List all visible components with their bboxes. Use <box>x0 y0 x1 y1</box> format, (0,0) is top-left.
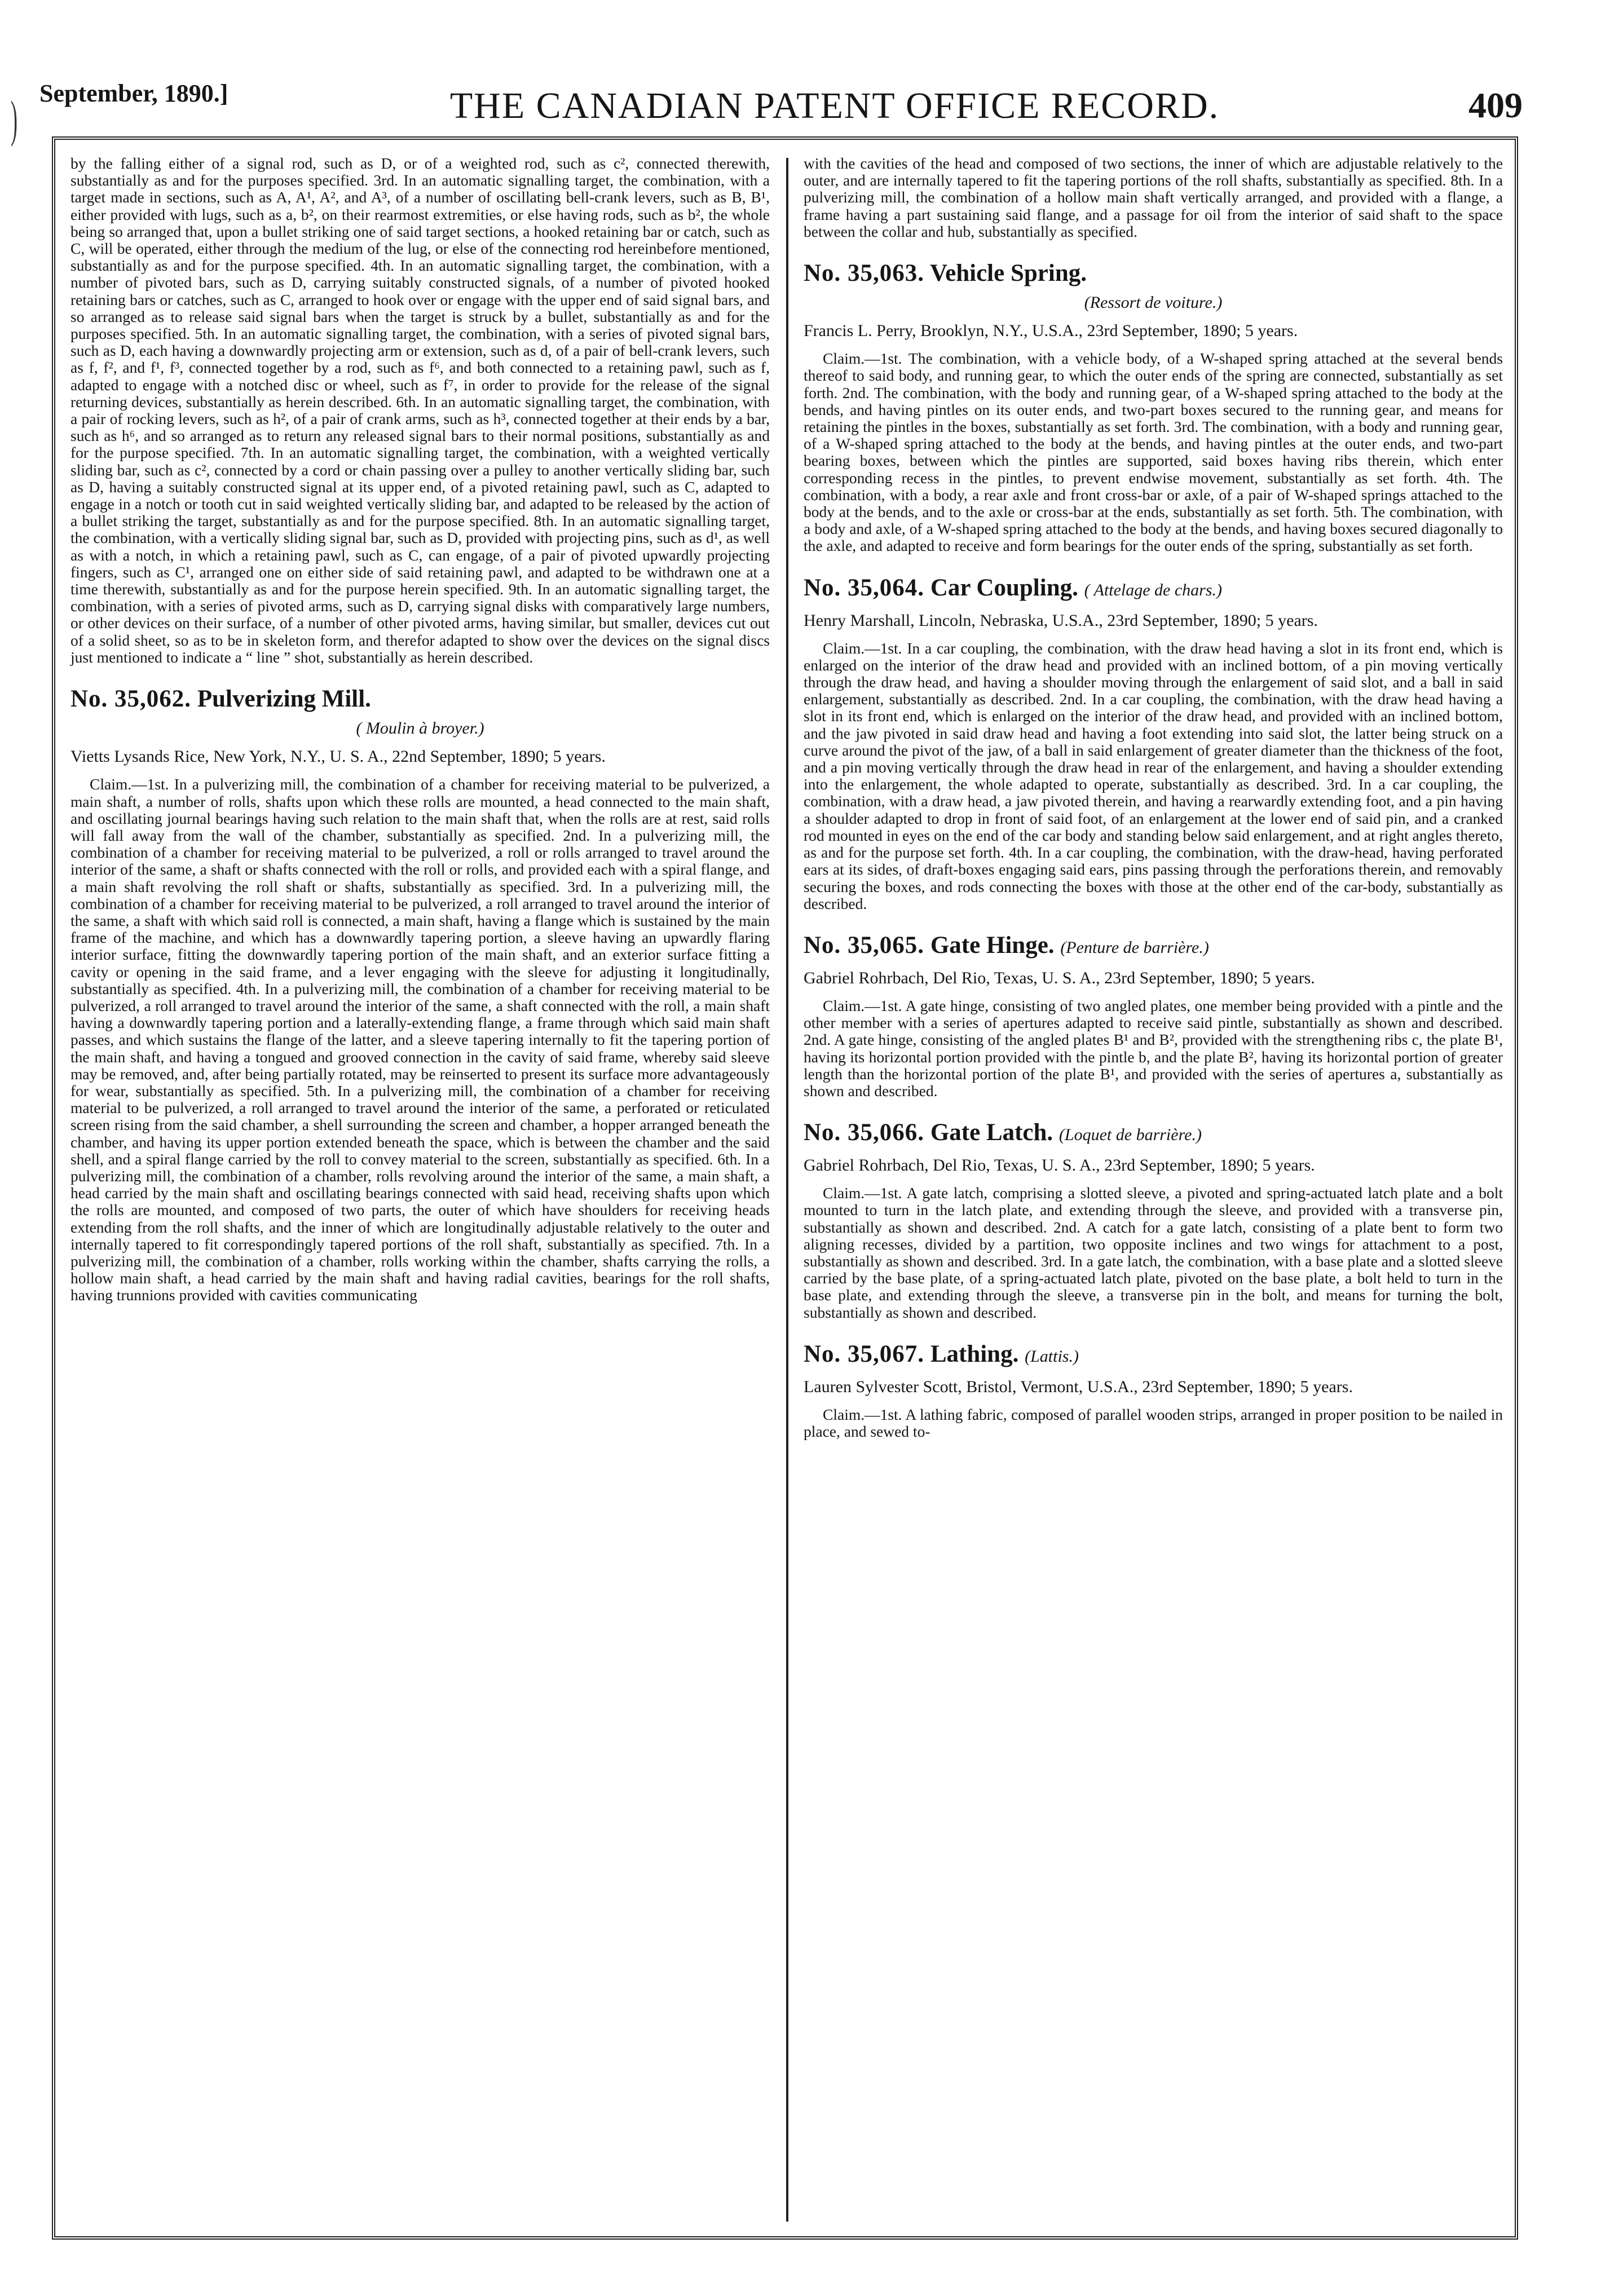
patent-number: No. 35,063. <box>804 260 925 287</box>
column-divider <box>786 158 788 2222</box>
patent-title: Vehicle Spring. <box>930 260 1087 287</box>
inventor-line: Francis L. Perry, Brooklyn, N.Y., U.S.A., 23rd September, 1890; 5 years. <box>804 321 1298 341</box>
page-number: 409 <box>1468 85 1523 125</box>
patent-heading-35064 <box>804 574 1503 604</box>
patent-number: No. 35,064. <box>804 574 925 601</box>
patent-title: Gate Latch. <box>930 1119 1053 1146</box>
continued-claims: by the falling either of a signal rod, such as D, or of a weighted rod, such as c², connected therewith, substantially as and for the purposes specified. 3rd. In an automatic signalling target, the combination, with a target made in sections, such as A, A¹, A², and A³, of a number of oscillating bell-crank levers, such as B, B¹, either provided with lugs, such as a, b², on their rearmost extremities, or else having rods, such as b², the whole being so arranged that, upon a bullet striking one of said target sections, a hooked retaining bar or catch, such as C, will be operated, either through the medium of the lug, or else of the connecting rod hereinbefore mentioned, substantially as and for the purpose specified. 4th. In an automatic signalling target, the combination, with a number of pivoted bars, such as D, carrying suitably constructed signals, of a number of pivoted hooked retaining bars or catches, such as C, arranged to hook over or engage with the upper end of said signal bars, and so arranged as to release said signal bars when the target is struck by a bullet, substantially as and for the purposes specified. 5th. In an automatic signalling target, the combination, with a series of pivoted signal bars, such as D, each having a downwardly projecting arm or extension, such as d, of a pair of bell-crank levers, such as f, f², and f¹, f³, connected together by a rod, such as f⁶, and both connected to a retaining pawl, such as f, adapted to engage with a notched disc or wheel, such as f⁷, in order to provide for the release of the signal returning devices, substantially as herein described. 6th. In an automatic signalling target, the combination, with a pair of rocking levers, such as h², of a pair of crank arms, such as h³, connected together at their ends by a bar, such as h⁶, and so arranged as to return any released signal bars to their normal positions, substantially as and for the purpose specified. 7th. In an automatic signalling target, the combination, with a weighted vertically sliding bar, such as c², connected by a cord or chain passing over a pulley to another vertically sliding bar, such as D, having a suitably constructed signal at its upper end, of a pivoted retaining pawl, such as C, adapted to engage in a notch or tooth cut in said weighted vertically sliding bar, and adapted to be released by the action of a bullet striking the target, substantially as and for the purpose specified. 8th. In an automatic signalling target, the combination, with a vertically sliding signal bar, such as D, provided with projecting pins, such as d¹, as well as with a notch, in which a retaining pawl, such as C, can engage, of a pair of pivoted upwardly projecting fingers, such as C¹, arranged one on either side of said retaining pawl, and adapted to be withdrawn one at a time therewith, substantially as and for the purpose herein specified. 9th. In an automatic signalling target, the combination, with a series of pivoted arms, such as D, carrying signal disks with comparatively large numbers, or other devices on their surface, of a number of other pivoted arms, having similar, but smaller, devices cut out of a solid sheet, so as to be in skeleton form, and therefor adapted to show over the devices on the signal discs just mentioned to indicate a “ line ” shot, substantially as herein described. <box>70 154 770 666</box>
patent-title: Lathing. <box>930 1340 1019 1367</box>
french-title: ( Moulin à broyer.) <box>356 719 484 738</box>
inventor-line: Gabriel Rohrbach, Del Rio, Texas, U. S. A., 23rd September, 1890; 5 years. <box>804 968 1315 987</box>
continued-claims: with the cavities of the head and composed of two sections, the inner of which are adjustable relatively to the outer, and are internally tapered to fit the tapering portions of the roll shafts, substantially as specified. 8th. In a pulverizing mill, the combination of a hollow main shaft vertically arranged, and provided with a flange, a frame having a part sustaining said flange, and a passage for oil from the interior of said shaft to the space between the collar and hub, substantially as specified. <box>804 154 1503 240</box>
margin-mark: ) <box>10 91 17 147</box>
patent-heading-35063 <box>804 259 1503 288</box>
french-title: (Ressort de voiture.) <box>1084 293 1223 312</box>
claim-text: Claim.—1st. In a pulverizing mill, the combination of a chamber for receiving material to be pulverized, a main shaft, a number of rolls, shafts upon which these rolls are mounted, a head connected to the main shaft, and oscillating journal bearings having such relation to the main shaft that, when the rolls are at rest, said rolls will fall away from the wall of the chamber, substantially as specified. 2nd. In a pulverizing mill, the combination of a chamber for receiving material to be pulverized, a roll or rolls arranged to travel around the interior of the same, a shaft or shafts connected with the roll or rolls, and provided each with a spiral flange, and a main shaft revolving the roll shaft or shafts, substantially as specified. 3rd. In a pulverizing mill, the combination of a chamber for receiving material to be pulverized, a roll arranged to travel around the interior of the same, a shaft with which said roll is connected, a main shaft, having a flange which is sustained by the main frame of the machine, and which has a downwardly tapering portion, a sleeve having an upwardly flaring interior surface, fitting the downwardly tapering portion of the main shaft, and an exterior surface fitting a cavity or opening in the said frame, and a lever engaging with the sleeve for adjusting it longitudinally, substantially as specified. 4th. In a pulverizing mill, the combination of a chamber for receiving material to be pulverized, a roll arranged to travel around the interior of the same, a shaft connected with the roll, a main shaft having a downwardly tapering portion and a laterally-extending flange, a frame through which said main shaft passes, and which sustains the flange of the latter, and a sleeve tapering internally to fit the tapering portion of the main shaft, and having a tongued and grooved connection in the cavity of said frame, whereby said sleeve may be removed, and, after being partially rotated, may be reinserted to present its surface more advantageously for wear, substantially as specified. 5th. In a pulverizing mill, the combination of a chamber for receiving material to be pulverized, a roll arranged to travel around the interior of the same, a perforated or reticulated screen rising from the said chamber, a shell surrounding the screen and chamber, a hopper arranged beneath the chamber, and having its upper portion extended beneath the space, which is between the chamber and the said shell, and a spiral flange carried by the roll to convey material to the screen, substantially as specified. 6th. In a pulverizing mill, the combination of a chamber, rolls revolving around the interior of the same, a main shaft, a head carried by the main shaft and oscillating bearings connected with said head, receiving shafts upon which the rolls are mounted, and composed of two parts, the outer of which have shoulders for receiving heads extending from the roll shafts, and the inner of which are longitudinally adjustable relatively to the outer and internally tapered to fit correspondingly tapered portions of the roll shaft, substantially as specified. 7th. In a pulverizing mill, the combination of a chamber, rolls working within the chamber, shafts carrying the rolls, a hollow main shaft, a head carried by the main shaft and having radial cavities, bearings for the roll shafts, having trunnions provided with cavities communicating <box>70 775 770 1304</box>
french-title: ( Attelage de chars.) <box>1084 580 1223 599</box>
inventor-line: Vietts Lysands Rice, New York, N.Y., U. S. A., 22nd September, 1890; 5 years. <box>70 747 606 766</box>
claim-text: Claim.—1st. The combination, with a vehicle body, of a W-shaped spring attached at the several bends thereof to said body, and running gear, to which the outer ends of the spring are connected, substantially as set forth. 2nd. The combination, with the body and running gear, of a W-shaped spring attached to the body at the bends, and having pintles on its outer ends, and two-part boxes secured to the running gear, and means for retaining the pintles in the boxes, substantially as set forth. 3rd. The combination, with a body and running gear, of a W-shaped spring attached to the body at the bends, and having pintles at the outer ends, and two-part bearing boxes, between which the pintles are supported, said boxes having ribs therein, which enter corresponding recess in the pintles, to prevent endwise movement, substantially as set forth. 4th. The combination, with a body, a rear axle and front cross-bar or axle, of a pair of W-shaped springs attached to the body at the bends, and to the axle or cross-bar at the ends, substantially as set forth. 5th. The combination, with a body and axle, of a W-shaped spring attached to the body at the bends, and having boxes secured diagonally to the axle, and adapted to receive and form bearings for the outer ends of the spring, substantially as set forth. <box>804 350 1503 555</box>
inventor-line: Henry Marshall, Lincoln, Nebraska, U.S.A., 23rd September, 1890; 5 years. <box>804 611 1318 630</box>
claim-text: Claim.—1st. A gate latch, comprising a slotted sleeve, a pivoted and spring-actuated latch plate and a bolt mounted to turn in the latch plate, and extending through the sleeve, and provided with a transverse pin, substantially as shown and described. 2nd. A catch for a gate latch, consisting of a plate bent to form two aligning recesses, divided by a partition, two opposite inclines and two wings for attachment to a post, substantially as shown and described. 3rd. In a gate latch, the combination, with a base plate and a slotted sleeve carried by the base plate, of a spring-actuated latch plate, pivoted on the base plate, a bolt held to turn in the base plate, and extending through the sleeve, a transverse pin in the bolt, and means for turning the bolt, substantially as shown and described. <box>804 1184 1503 1321</box>
patent-number: No. 35,066. <box>804 1119 925 1146</box>
patent-number: No. 35,062. <box>70 686 192 713</box>
french-title: (Loquet de barrière.) <box>1059 1125 1202 1145</box>
patent-number: No. 35,065. <box>804 931 925 959</box>
patent-heading-35062 <box>70 685 770 713</box>
french-title: (Penture de barrière.) <box>1060 938 1209 957</box>
left-column <box>70 155 770 1311</box>
patent-heading-35066 <box>804 1119 1503 1149</box>
issue-date: September, 1890.] <box>39 80 228 107</box>
patent-heading-35065 <box>804 931 1503 962</box>
journal-title: THE CANADIAN PATENT OFFICE RECORD. <box>449 85 1220 126</box>
right-column <box>804 155 1503 1447</box>
patent-title: Pulverizing Mill. <box>197 686 371 713</box>
inventor-line: Gabriel Rohrbach, Del Rio, Texas, U. S. A., 23rd September, 1890; 5 years. <box>804 1156 1315 1175</box>
page-header <box>39 68 1523 130</box>
patent-title: Car Coupling. <box>930 574 1078 601</box>
inventor-line: Lauren Sylvester Scott, Bristol, Vermont, U.S.A., 23rd September, 1890; 5 years. <box>804 1377 1353 1396</box>
patent-heading-35067 <box>804 1340 1503 1371</box>
claim-text: Claim.—1st. In a car coupling, the combination, with the draw head having a slot in its front end, which is enlarged on the interior of the draw head and provided with an inclined bottom, of a pin moving vertically through the draw head, and having a shoulder moving through the enlargement of said slot, and a ball in said enlargement, substantially as described. 2nd. In a car coupling, the combination, with the draw head having a slot in its front end, which is enlarged on the interior of the draw head, and provided with an inclined bottom, and the jaw pivoted in said draw head and having a foot extending into said slot, the latter being struck on a curve around the pivot of the jaw, of a ball in said enlargement of greater diameter than the thickness of the foot, and a pin moving vertically through the draw head in rear of the enlargement, and having a shoulder extending into the enlargement, the whole adapted to operate, substantially as described. 3rd. In a car coupling, the combination, with a draw head, a jaw pivoted therein, and having a rearwardly extending foot, and a pin having a shoulder adapted to drop in front of said foot, of an enlargement at the lower end of said pin, and a cranked rod mounted in eyes on the end of the car body and standing below said enlargement, and at right angles thereto, as and for the purpose set forth. 4th. In a car coupling, the combination, with the draw-head, having perforated ears at its sides, of draft-boxes engaging said ears, pins passing through the perforations therein, and removably securing the boxes, and rods connecting the boxes with those at the other end of the car-body, substantially as described. <box>804 639 1503 912</box>
claim-text: Claim.—1st. A lathing fabric, composed of parallel wooden strips, arranged in proper position to be nailed in place, and sewed to- <box>804 1405 1503 1440</box>
claim-text: Claim.—1st. A gate hinge, consisting of two angled plates, one member being provided with a pintle and the other member with a series of apertures adapted to receive said pintle, substantially as shown and described. 2nd. A gate hinge, consisting of the angled plates B¹ and B², provided with the strengthening ribs c, the plate B¹, having its horizontal portion provided with the pintle b, and the plate B², having its horizontal portion of greater length than the horizontal portion of the plate B¹, and provided with the series of apertures a, substantially as shown and described. <box>804 996 1503 1100</box>
patent-title: Gate Hinge. <box>930 931 1055 959</box>
patent-number: No. 35,067. <box>804 1340 925 1367</box>
french-title: (Lattis.) <box>1025 1346 1079 1366</box>
